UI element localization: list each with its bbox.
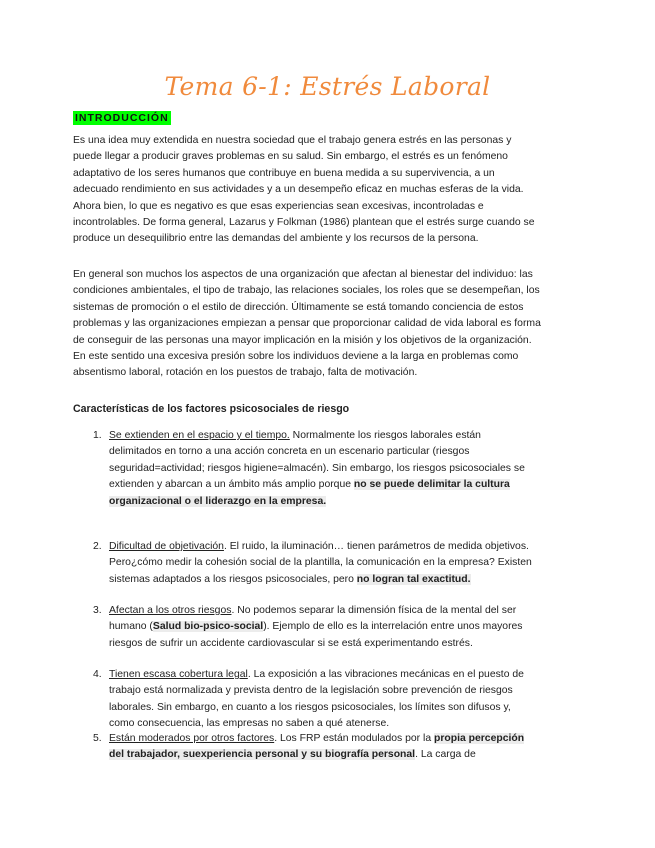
list-item-emphasis: propia percepción del trabajador, suexperiencia personal y su biografía personal bbox=[109, 733, 525, 761]
list-item-tail: . La carga de bbox=[415, 749, 476, 761]
list-item-number: 4. bbox=[93, 669, 102, 680]
paragraph-intro-2: En general son muchos los aspectos de una organización que afectan al bienestar del individuo: las condiciones ambientales, el tipo de trabajo, las relaciones sociales, los roles que se desempeñan, los sistemas de promoción o el estilo de dirección. Últimamente se está tomando conciencia de estos problemas y las organizaciones empiezan a pensar que proporcionar calidad de vida laboral es forma de conseguir de las personas una mayor implicación en la misión y los objetivos de la organización. En este sentido una excesiva presión sobre los individuos deviene a la larga en problemas como absentismo laboral, rotación en los puestos de trabajo, falta de motivación. bbox=[73, 269, 541, 379]
list-item bbox=[93, 603, 533, 652]
list-item-number: 1. bbox=[93, 430, 102, 441]
list-item bbox=[93, 667, 533, 733]
list-item-text: . Los FRP están modulados por la bbox=[274, 733, 434, 744]
list-item-number: 5. bbox=[93, 733, 102, 744]
list-item-heading: Dificultad de objetivación bbox=[109, 541, 224, 552]
list-item-text: . La exposición a las vibraciones mecánicas en el puesto de trabajo está normalizada y prevista dentro de la legislación sobre prevención de riesgos laborales. Sin embargo, en cuanto a los riesgos psicosociales, los límites son difusos y, como consecuencia, las empresas no saben a qué atenerse. bbox=[109, 669, 524, 730]
list-item-heading: Afectan a los otros riesgos bbox=[109, 605, 232, 616]
list-item-text: . No podemos separar la dimensión física de la mental del ser humano ( bbox=[109, 605, 517, 633]
list-item-text: Normalmente los riesgos laborales están delimitados en torno a una acción concreta en un escenario particular (riesgos seguridad=actividad; riesgos higiene=almacén). Sin embargo, los riesgos psicosociales se extienden y abarcan a un ámbito más amplio porque bbox=[109, 430, 525, 491]
list-item bbox=[93, 731, 533, 764]
list-item-heading: Tienen escasa cobertura legal bbox=[109, 669, 248, 680]
list-item-body bbox=[109, 603, 533, 652]
list-item-body bbox=[109, 731, 533, 764]
list-item-heading: Se extienden en el espacio y el tiempo. bbox=[109, 430, 290, 441]
paragraph-intro-1: Es una idea muy extendida en nuestra sociedad que el trabajo genera estrés en las personas y puede llegar a producir graves problemas en su salud. Sin embargo, el estrés es un fenómeno adaptativo de los seres humanos que contribuye en buena medida a su supervivencia, a un adecuado rendimiento en sus actividades y a un desempeño eficaz en muchas esferas de la vida. Ahora bien, lo que es negativo es que esas experiencias sean excesivas, incontroladas e incontrolables. De forma general, Lazarus y Folkman (1986) plantean que el estrés surge cuando se produce un desequilibrio entre las demandas del ambiente y los recursos de la persona. bbox=[73, 135, 535, 245]
list-item-number: 3. bbox=[93, 605, 102, 616]
list-item-body bbox=[109, 539, 533, 588]
page-title: Tema 6-1: Estrés Laboral bbox=[164, 72, 491, 101]
list-item-emphasis: Salud bio-psico-social bbox=[152, 621, 264, 633]
list-item bbox=[93, 428, 533, 510]
list-item-number: 2. bbox=[93, 541, 102, 552]
list-item-emphasis: no se puede delimitar la cultura organizacional o el liderazgo en la empresa. bbox=[109, 479, 510, 507]
list-item-body bbox=[109, 667, 533, 733]
list-item-tail: ). Ejemplo de ello es la interrelación entre unos mayores riesgos de sufrir un accidente cardiovascular si se está experimentando estrés. bbox=[109, 621, 523, 649]
list-item-heading: Están moderados por otros factores bbox=[109, 733, 275, 744]
section-subheading: Características de los factores psicosociales de riesgo bbox=[73, 403, 350, 415]
list-item bbox=[93, 539, 533, 588]
list-item-text: . El ruido, la iluminación… tienen parámetros de medida objetivos. Pero¿cómo medir la cohesión social de la plantilla, la comunicación en la empresa? Existen sistemas adaptados a los riesgos psicosociales, pero bbox=[109, 541, 532, 585]
list-item-emphasis: no logran tal exactitud. bbox=[356, 573, 471, 585]
section-badge-introduccion: INTRODUCCIÓN bbox=[75, 112, 169, 124]
list-item-body bbox=[109, 428, 533, 510]
